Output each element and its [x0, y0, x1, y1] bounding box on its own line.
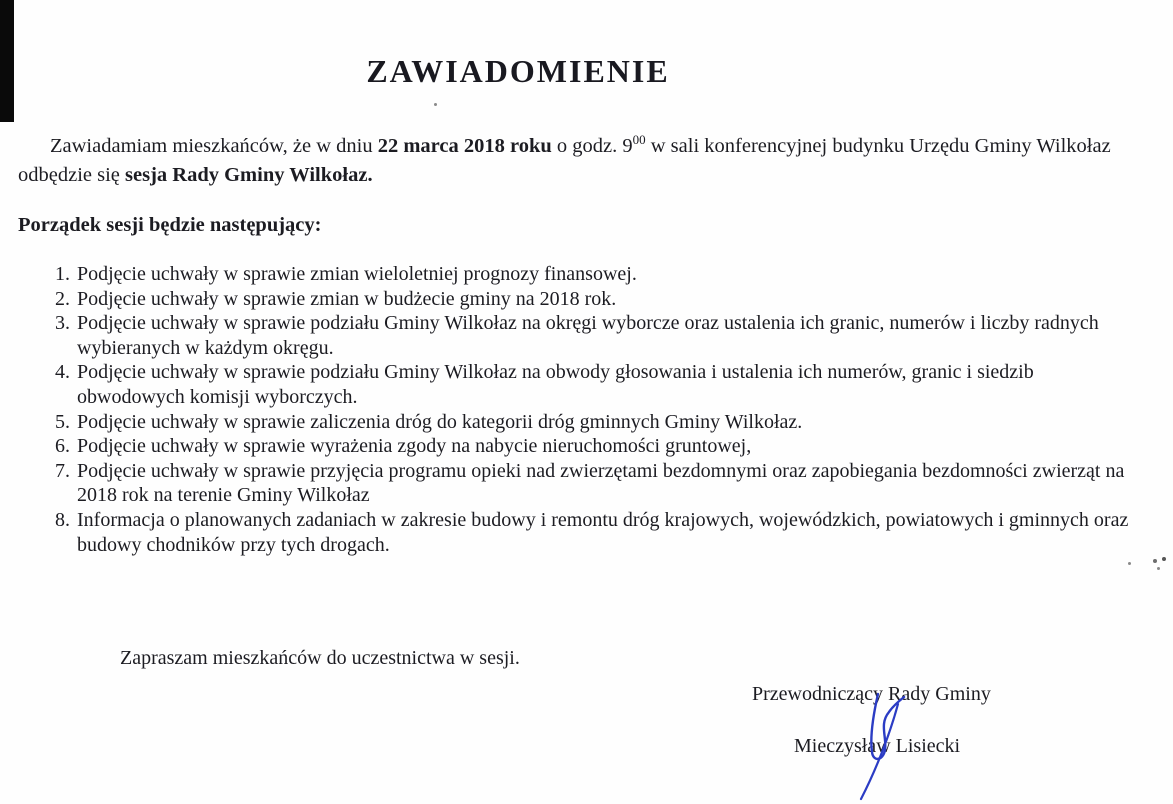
document-title: ZAWIADOMIENIE: [366, 53, 670, 89]
intro-text-2: o godz. 9: [551, 135, 633, 157]
scan-speck: [1157, 567, 1160, 570]
scan-speck: [1153, 559, 1157, 563]
intro-paragraph: [18, 132, 1143, 190]
session-date: 22 marca 2018 roku: [377, 135, 552, 157]
agenda-item-6: 6. Podjęcie uchwały w sprawie wyrażenia zgody na nabycie nieruchomości gruntowej,: [75, 434, 1143, 459]
scan-edge-artifact: [0, 0, 14, 122]
signature-role: Przewodniczący Rady Gminy: [752, 683, 991, 705]
document-content: [18, 0, 1143, 671]
agenda-item-1: 1. Podjęcie uchwały w sprawie zmian wieloletniej prognozy finansowej.: [75, 262, 1143, 287]
agenda-item-2: 2. Podjęcie uchwały w sprawie zmian w budżecie gminy na 2018 rok.: [75, 287, 1143, 312]
scan-speck: [434, 103, 437, 106]
agenda-item-7: 7. Podjęcie uchwały w sprawie przyjęcia programu opieki nad zwierzętami bezdomnymi oraz zapobiegania bezdomności zwierząt na 2018 rok na terenie Gminy Wilkołaz: [75, 459, 1143, 508]
session-time-superscript: 00: [632, 132, 646, 148]
agenda-item-4: 4. Podjęcie uchwały w sprawie podziału Gminy Wilkołaz na obwody głosowania i ustalenia ich numerów, granic i siedzib obwodowych komisji wyborczych.: [75, 360, 1143, 409]
scan-speck: [1162, 557, 1166, 561]
agenda-list: [18, 262, 1143, 557]
closing-line: Zapraszam mieszkańców do uczestnictwa w sesji.: [120, 647, 520, 670]
signature-block: [752, 682, 1052, 758]
session-name: sesja Rady Gminy Wilkołaz.: [125, 164, 373, 186]
signature-name: Mieczysław Lisiecki: [794, 735, 961, 757]
intro-text-3: w sali konferencyjnej budynku Urzędu Gminy Wilkołaz odbędzie się: [18, 135, 1111, 186]
agenda-item-3: 3. Podjęcie uchwały w sprawie podziału Gminy Wilkołaz na okręgi wyborcze oraz ustalenia ich granic, numerów i liczby radnych wybieranych w każdym okręgu.: [75, 311, 1143, 360]
scan-speck: [1128, 562, 1131, 565]
intro-text-1: Zawiadamiam mieszkańców, że w dniu: [50, 135, 378, 157]
agenda-item-8: 8. Informacja o planowanych zadaniach w zakresie budowy i remontu dróg krajowych, wojewódzkich, powiatowych i gminnych oraz budowy chodników przy tych drogach.: [75, 508, 1143, 557]
agenda-heading: Porządek sesji będzie następujący:: [18, 214, 322, 236]
agenda-item-5: 5. Podjęcie uchwały w sprawie zaliczenia dróg do kategorii dróg gminnych Gminy Wilkołaz.: [75, 410, 1143, 435]
